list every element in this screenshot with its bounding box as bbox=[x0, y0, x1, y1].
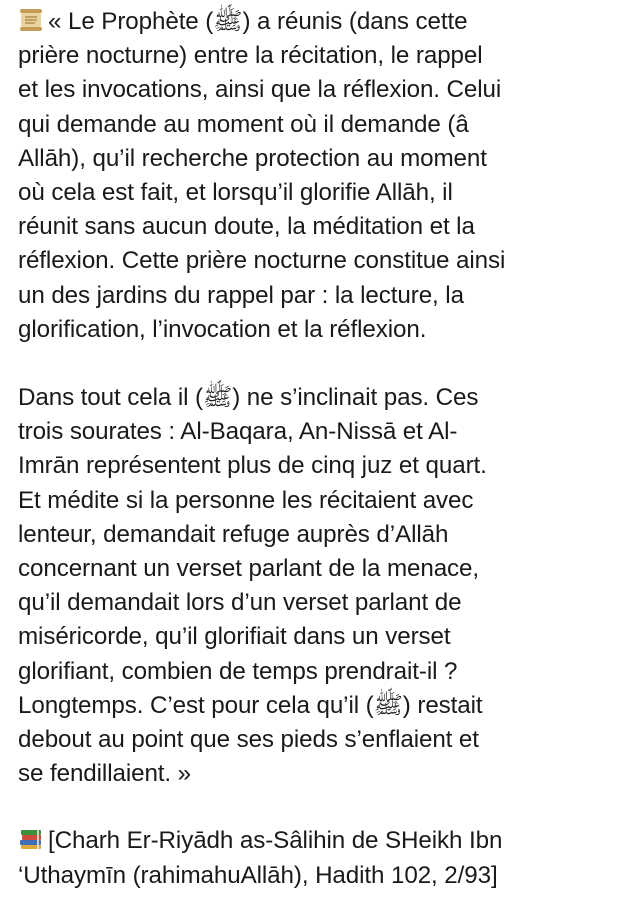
text-line: Dans tout cela il (ﷺ) ne s’inclinait pas. Ces bbox=[18, 384, 479, 412]
paragraph-intro bbox=[18, 5, 618, 347]
text-line: Imrān représentent plus de cinq juz et quart. bbox=[18, 452, 487, 480]
text-line: prière nocturne) entre la récitation, le rappel bbox=[18, 42, 483, 70]
text-line: debout au point que ses pieds s’enflaient et bbox=[18, 726, 479, 754]
text-line: qui demande au moment où il demande (â bbox=[18, 110, 469, 138]
text-line: concernant un verset parlant de la menace, bbox=[18, 555, 480, 583]
text-line: glorifiant, combien de temps prendrait-il ? bbox=[18, 657, 458, 685]
source-citation bbox=[18, 824, 618, 892]
document-page bbox=[18, 5, 618, 893]
text-line: se fendillaient. » bbox=[18, 760, 192, 788]
text-line: réflexion. Cette prière nocturne constitue ainsi bbox=[18, 247, 506, 275]
text-line: [Charh Er-Riyādh as-Sâlihin de SHeikh Ibn bbox=[18, 824, 618, 858]
books-icon bbox=[18, 826, 44, 852]
text-line: ‘Uthaymīn (rahimahuAllāh), Hadith 102, 2/93] bbox=[18, 861, 498, 889]
text-line: Allāh), qu’il recherche protection au moment bbox=[18, 144, 487, 172]
paragraph-spacer bbox=[18, 347, 618, 381]
text-line: et les invocations, ainsi que la réflexion. Celui bbox=[18, 76, 502, 104]
text-line: qu’il demandait lors d’un verset parlant de bbox=[18, 589, 462, 617]
scroll-icon bbox=[18, 7, 44, 33]
text-line: trois sourates : Al-Baqara, An-Nissā et Al- bbox=[18, 418, 458, 446]
text-line: un des jardins du rappel par : la lecture, la bbox=[18, 281, 464, 309]
text-line: lenteur, demandait refuge auprès d’Allāh bbox=[18, 520, 449, 548]
paragraph-spacer bbox=[18, 791, 618, 824]
text-line: Longtemps. C’est pour cela qu’il (ﷺ) restait bbox=[18, 691, 483, 719]
text-line: Et médite si la personne les récitaient avec bbox=[18, 486, 474, 514]
text-line: « Le Prophète (ﷺ) a réunis (dans cette bbox=[18, 5, 618, 39]
text-line: glorification, l’invocation et la réflexion. bbox=[18, 315, 427, 343]
text-line: où cela est fait, et lorsqu’il glorifie Allāh, il bbox=[18, 179, 453, 207]
text-line: réunit sans aucun doute, la méditation et la bbox=[18, 213, 475, 241]
paragraph-commentary bbox=[18, 381, 618, 791]
text-line: miséricorde, qu’il glorifiait dans un verset bbox=[18, 623, 451, 651]
